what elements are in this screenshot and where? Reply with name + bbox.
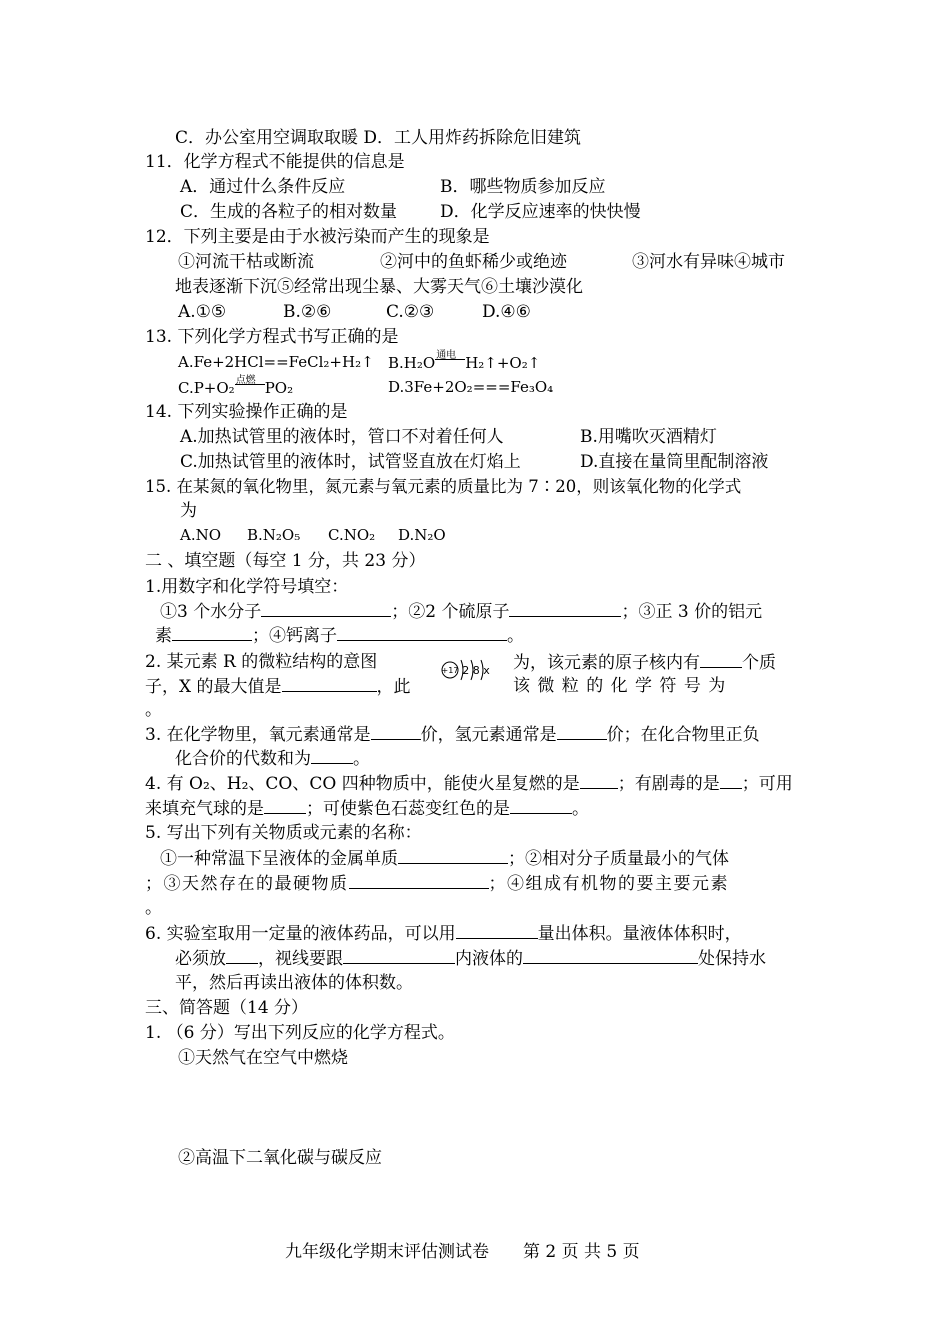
fill-6a-tail: 量出体积。量液体体积时， (537, 924, 742, 944)
fill-6c-blank[interactable] (343, 946, 455, 964)
fill-4b-label: ；有剧毒的是 (617, 774, 720, 794)
fill-6-line2 (175, 946, 766, 971)
page-footer: 九年级化学期末评估测试卷 第 2 页 共 5 页 (285, 1242, 640, 1262)
fill-4b-tail: ；可用 (741, 774, 793, 794)
fill-1-end: 。 (507, 626, 524, 646)
fill-3c-label: 化合价的代数和为 (175, 749, 311, 769)
fill-4a-label: 4. 有 O₂、H₂、CO、CO 四种物质中，能使火星复燃的是 (145, 774, 580, 794)
q12-option-b: B.②⑥ (283, 302, 332, 322)
fill-2-line1a: 2. 某元素 R 的微粒结构的意图 (145, 652, 378, 672)
fill-6a-label: 6. 实验室取用一定量的液体药品，可以用 (145, 924, 456, 944)
atom-structure-diagram (440, 652, 496, 690)
fill-2b-label: 子，X 的最大值是 (145, 677, 282, 697)
q12-item-line2: 地表逐渐下沉⑤经常出现尘暴、大雾天气⑥土壤沙漠化 (175, 277, 583, 297)
fill-6d-blank[interactable] (523, 946, 698, 964)
fill-5d-label: ；④组成有机物的要主要元素 (488, 874, 729, 894)
fill-3-end: 。 (353, 749, 370, 769)
fill-1c-label: ；③正 3 价的铝元 (621, 602, 763, 622)
fill-4a-blank[interactable] (580, 771, 618, 789)
fill-2b-blank[interactable] (282, 674, 377, 692)
fill-6a-blank[interactable] (456, 921, 538, 939)
q12-item-2: ②河中的鱼虾稀少或绝迹 (380, 252, 567, 272)
fill-3-line1 (145, 722, 760, 747)
fill-1-line1 (160, 599, 762, 624)
q15-stem: 15. 在某氮的氧化物里，氮元素与氧元素的质量比为 7∶20，则该氧化物的化学式 (145, 477, 742, 496)
fill-5c-label: ；③天然存在的最硬物质 (145, 874, 349, 894)
fill-4-end: 。 (572, 799, 589, 819)
fill-1b-blank[interactable] (509, 599, 621, 617)
fill-6c-label: ，视线要跟 (258, 949, 343, 969)
fill-1-stem: 1.用数字和化学符号填空： (145, 577, 349, 597)
fill-6d-tail: 处保持水 (698, 949, 766, 969)
q12-item-1: ①河流干枯或断流 (178, 252, 314, 272)
fill-3a-label: 3. 在化学物里，氧元素通常是 (145, 725, 371, 745)
fill-3b-tail: 价；在化合物里正负 (606, 725, 760, 745)
fill-6d-label: 内液体的 (455, 949, 523, 969)
q15-option-c: C.NO₂ (328, 526, 376, 544)
q15-option-b: B.N₂O₅ (247, 526, 301, 544)
fill-1a-blank[interactable] (261, 599, 391, 617)
fill-5a-label: ①一种常温下呈液体的金属单质 (160, 849, 398, 869)
fill-3c-blank[interactable] (311, 746, 353, 764)
section-3-title: 三、简答题（14 分） (145, 998, 309, 1018)
fill-4c-label: 来填充气球的是 (145, 799, 264, 819)
fill-2a-label: 为，该元素的原子核内有 (513, 653, 700, 673)
q14-stem: 14. 下列实验操作正确的是 (145, 402, 348, 422)
q11-option-a: A．通过什么条件反应 (180, 177, 346, 197)
fill-1d-label: ；④钙离子 (252, 626, 337, 646)
q13c-condition: 点燃 (235, 375, 256, 386)
short-answer-1b: ②高温下二氧化碳与碳反应 (178, 1148, 382, 1168)
q10-option-c: C．办公室用空调取取暖 D．工人用炸药拆除危旧建筑 (175, 128, 582, 148)
fill-4b-blank[interactable] (720, 771, 742, 789)
fill-6b-blank[interactable] (226, 946, 258, 964)
fill-1c-label-cont: 素 (155, 626, 172, 646)
fill-1b-label: ；②2 个硫原子 (391, 602, 510, 622)
fill-5-line1 (160, 846, 729, 871)
short-answer-1a: ①天然气在空气中燃烧 (178, 1048, 348, 1068)
fill-5a-blank[interactable] (398, 846, 508, 864)
q12-option-a: A.①⑤ (178, 302, 227, 322)
electron-shells: 2 8 x (462, 664, 490, 677)
q13b-arrow-line (435, 359, 465, 360)
q14-option-d: D.直接在量筒里配制溶液 (580, 452, 769, 472)
fill-1c-blank[interactable] (172, 623, 252, 641)
fill-1-line2 (155, 623, 524, 648)
fill-3b-label: 价，氢元素通常是 (420, 725, 557, 745)
fill-2-end: 。 (145, 700, 162, 720)
fill-2-line3 (145, 698, 162, 722)
fill-3a-blank[interactable] (371, 722, 421, 740)
q12-option-c: C.②③ (386, 302, 435, 322)
q15-option-a: A.NO (180, 526, 222, 544)
fill-4-line1 (145, 771, 793, 796)
fill-2-line2a (145, 674, 411, 699)
q13-stem: 13. 下列化学方程式书写正确的是 (145, 327, 399, 347)
fill-6b-label: 必须放 (175, 949, 226, 969)
q11-stem: 11．化学方程式不能提供的信息是 (145, 152, 405, 172)
q13b-condition: 通电 (436, 350, 457, 361)
q13b-products: H₂↑+O₂↑ (465, 354, 541, 372)
q14-option-b: B.用嘴吹灭酒精灯 (580, 427, 717, 447)
fill-5b-label: ；②相对分子质量最小的气体 (508, 849, 729, 869)
q13c-arrow-line (235, 384, 265, 385)
section-2-title: 二 、填空题（每空 1 分，共 23 分） (145, 551, 426, 571)
q11-option-d: D．化学反应速率的快快慢 (440, 202, 641, 222)
q11-option-c: C．生成的各粒子的相对数量 (180, 202, 398, 222)
fill-4d-blank[interactable] (510, 796, 572, 814)
q14-option-a: A.加热试管里的液体时，管口不对着任何人 (180, 427, 504, 447)
q13c-products: PO₂ (264, 379, 294, 397)
fill-4d-label: ；可使紫色石蕊变红色的是 (306, 799, 510, 819)
q14-option-c: C.加热试管里的液体时，试管竖直放在灯焰上 (180, 452, 521, 472)
nucleus-charge: +17 (441, 666, 459, 675)
fill-6-line1 (145, 921, 742, 946)
q15-stem-cont: 为 (180, 501, 197, 521)
fill-2b-tail: ，此 (376, 677, 411, 697)
fill-5-line2 (145, 871, 729, 896)
short-answer-1-stem: 1. （6 分）写出下列反应的化学方程式。 (145, 1023, 455, 1043)
q13-option-b (388, 350, 540, 375)
fill-3-line2 (175, 746, 370, 771)
fill-3b-blank[interactable] (557, 722, 607, 740)
q11-option-b: B．哪些物质参加反应 (440, 177, 606, 197)
fill-4-line2 (145, 796, 589, 821)
q13c-reactant: C.P+O₂ (178, 379, 235, 397)
fill-5-line3 (145, 896, 162, 920)
q13-option-a: A.Fe+2HCl==FeCl₂+H₂↑ (178, 353, 374, 371)
fill-5c-blank[interactable] (349, 871, 489, 889)
q13-option-c (178, 375, 293, 400)
q13b-reactant: B.H₂O (388, 354, 436, 372)
fill-6-line3: 平，然后再读出液体的体积数。 (175, 973, 413, 993)
fill-1a-label: ①3 个水分子 (160, 602, 262, 622)
fill-1d-blank[interactable] (337, 623, 507, 641)
fill-2-line1b (513, 650, 776, 675)
q15-option-d: D.N₂O (398, 526, 446, 544)
fill-5-stem: 5. 写出下列有关物质或元素的名称： (145, 823, 422, 843)
fill-2a-tail: 个质 (742, 653, 776, 673)
fill-2a-blank[interactable] (700, 650, 742, 668)
fill-4c-blank[interactable] (264, 796, 306, 814)
q12-option-d: D.④⑥ (482, 302, 531, 322)
fill-2-line2b: 该 微 粒 的 化 学 符 号 为 (513, 676, 727, 696)
fill-5-end: 。 (145, 898, 162, 918)
q12-item-3: ③河水有异味④城市 (632, 252, 785, 272)
q12-stem: 12．下列主要是由于水被污染而产生的现象是 (145, 227, 490, 247)
q13-option-d: D.3Fe+2O₂===Fe₃O₄ (388, 378, 554, 396)
